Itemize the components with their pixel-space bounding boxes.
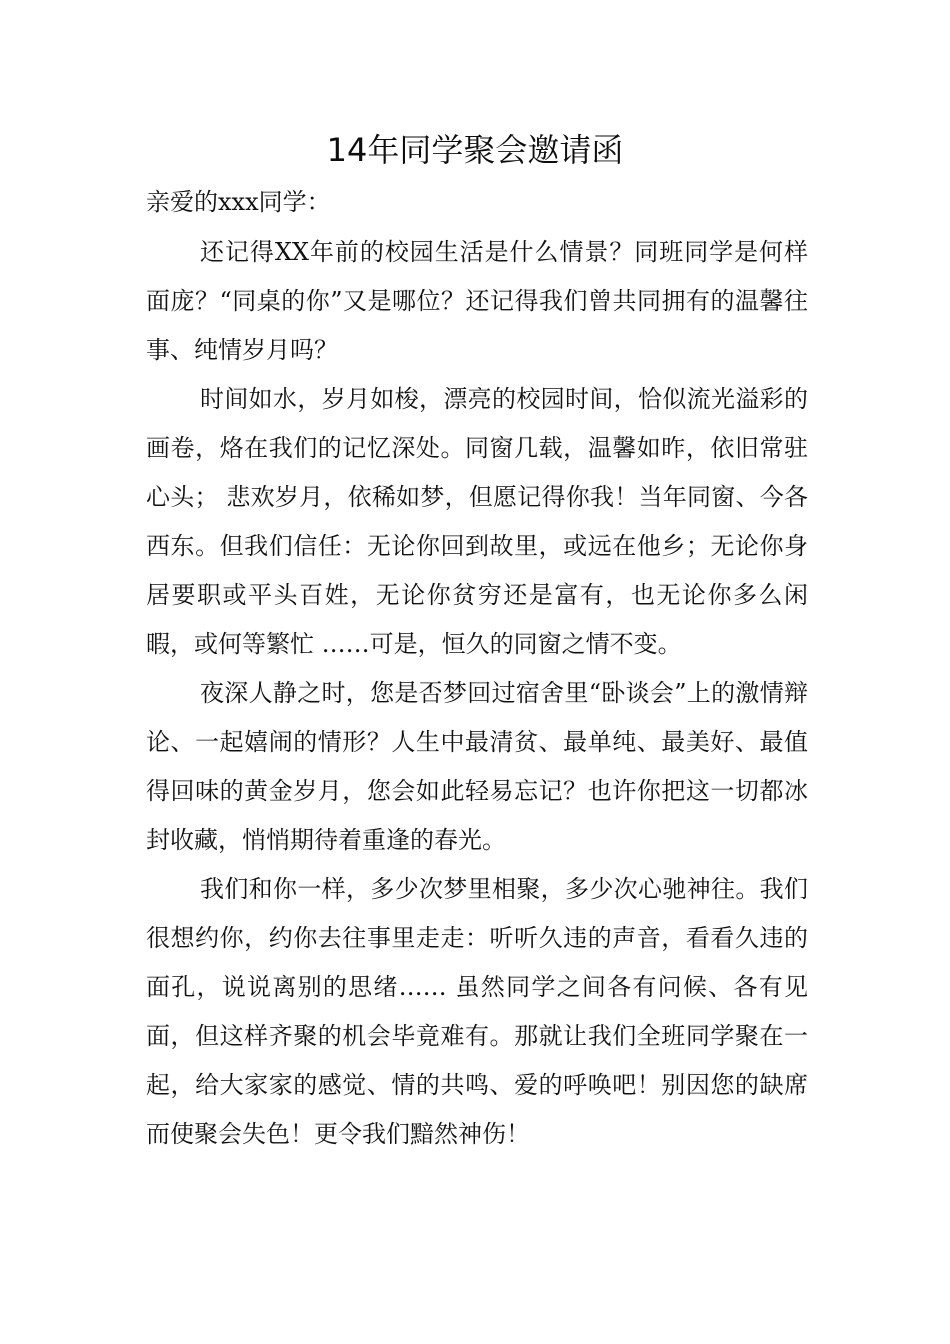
paragraph-time: 时间如水，岁月如梭，漂亮的校园时间，恰似流光溢彩的画卷，烙在我们的记忆深处。同窗几载，温馨如昨，依旧常驻心头； 悲欢岁月，依稀如梦，但愿记得你我！当年同窗、今各西东。但我们信任：无论你回到故里，或远在他乡；无论你身居要职或平头百姓，无论你贫穷还是富有，也无论你多么闲暇，或何等繁忙 ……可是，恒久的同窗之情不变。 (146, 385, 808, 658)
paragraph-memories: 还记得XX年前的校园生活是什么情景？同班同学是何样面庞？“同桌的你”又是哪位？还记得我们曾共同拥有的温馨往事、纯情岁月吗？ (146, 238, 808, 364)
salutation: 亲爱的xxx同学： (146, 188, 331, 216)
paragraph-reunion: 我们和你一样，多少次梦里相聚，多少次心驰神往。我们很想约你，约你去往事里走走：听听久违的声音，看看久违的面孔，说说离别的思绪…… 虽然同学之间各有问候、各有见面，但这样齐聚的机会毕竟难有。那就让我们全班同学聚在一起，给大家家的感觉、情的共鸣、爱的呼唤吧！别因您的缺席而使聚会失色！更令我们黯然神伤！ (146, 875, 808, 1148)
document-title: 14年同学聚会邀请函 (326, 131, 624, 169)
letter-body (146, 178, 808, 1159)
paragraph-night: 夜深人静之时，您是否梦回过宿舍里“卧谈会”上的激情辩论、一起嬉闹的情形？人生中最清贫、最单纯、最美好、最值得回味的黄金岁月，您会如此轻易忘记？也许你把这一切都冰封收藏，悄悄期待着重逢的春光。 (146, 679, 808, 854)
